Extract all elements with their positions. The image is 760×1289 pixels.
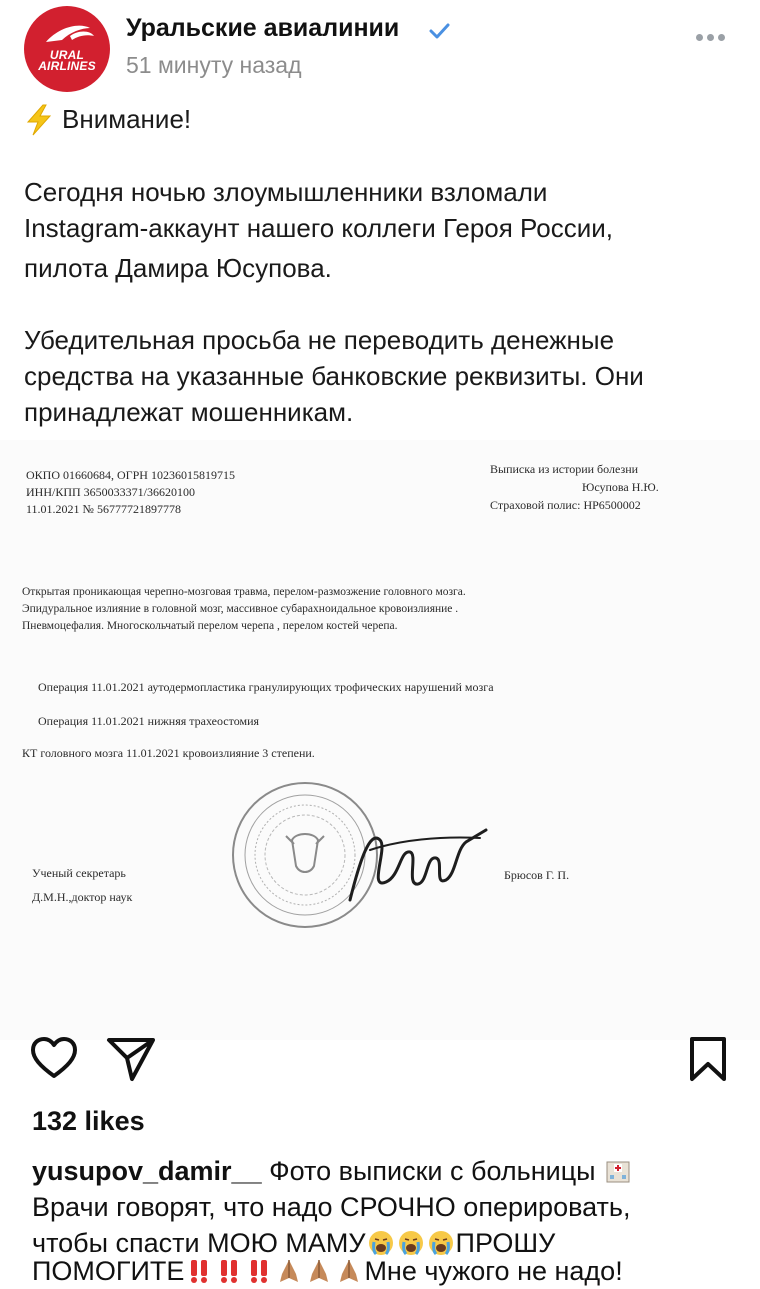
doc-diagnosis-line: Пневмоцефалия. Многоскольчатый перелом черепа , перелом костей черепа. — [22, 620, 398, 632]
doc-secretary-title: Ученый секретарь — [32, 866, 126, 880]
double-exclamation-icon — [216, 1258, 242, 1284]
caption-line: Врачи говорят, что надо СРОЧНО оперировать, — [32, 1192, 631, 1222]
lightning-icon — [24, 104, 54, 136]
praying-hands-icon — [276, 1258, 302, 1284]
doc-operation-1: Операция 11.01.2021 аутодермопластика гранулирующих трофических нарушений мозга — [38, 680, 494, 694]
ural-airlines-logo[interactable] — [24, 6, 110, 92]
doc-diagnosis-line: Открытая проникающая черепно-мозговая травма, перелом-размозжение головного мозга. — [22, 586, 466, 598]
heart-icon[interactable] — [30, 1036, 78, 1080]
doc-diagnosis-line: Эпидуральное излияние в головной мозг, массивное субарахноидальное кровоизлияние . — [22, 603, 459, 615]
post-line: Убедительная просьба не переводить денежные — [24, 325, 615, 355]
bookmark-icon[interactable] — [688, 1036, 728, 1082]
doc-operation-2: Операция 11.01.2021 нижняя трахеостомия — [38, 714, 260, 728]
praying-hands-icon — [336, 1258, 362, 1284]
caption-text: ПРОШУ — [455, 1228, 556, 1258]
signature-icon — [340, 790, 490, 920]
send-icon[interactable] — [106, 1036, 156, 1082]
double-exclamation-icon — [186, 1258, 212, 1284]
more-icon[interactable] — [696, 28, 730, 36]
doc-inn: ИНН/КПП 3650033371/36620100 — [26, 485, 196, 499]
post-line: Instagram-аккаунт нашего коллеги Героя России, — [24, 213, 613, 243]
post-line: принадлежат мошенникам. — [24, 397, 354, 427]
verified-icon — [428, 20, 450, 42]
doc-date-number: 11.01.2021 № 56777721897778 — [26, 502, 182, 516]
caption-text: Фото выписки с больницы — [269, 1156, 596, 1186]
post-line-attention: Внимание! — [62, 104, 192, 134]
doc-patient: Юсупова Н.Ю. — [582, 480, 659, 494]
praying-hands-icon — [306, 1258, 332, 1284]
caption-text: ПОМОГИТЕ — [32, 1256, 185, 1286]
document-image[interactable] — [0, 440, 760, 1040]
logo-text-line2: AIRLINES — [38, 59, 96, 73]
post-line: средства на указанные банковские реквизиты. Они — [24, 361, 644, 391]
doc-ct: КТ головного мозга 11.01.2021 кровоизлияние 3 степени. — [22, 746, 315, 760]
post-line: Сегодня ночью злоумышленники взломали — [24, 177, 548, 207]
doc-extract-title: Выписка из истории болезни — [490, 462, 639, 476]
caption-username[interactable]: yusupov_damir__ — [32, 1156, 262, 1186]
logo-text — [24, 50, 110, 72]
post-time: 51 минуту назад — [126, 52, 302, 78]
doc-signer: Брюсов Г. П. — [504, 868, 570, 882]
logo-text-line1: URAL — [49, 48, 85, 62]
caption-line — [32, 1253, 623, 1289]
likes-count[interactable]: 132 likes — [32, 1106, 145, 1136]
hospital-icon — [605, 1158, 631, 1184]
doc-secretary-degree: Д.М.Н.,доктор наук — [32, 890, 133, 904]
doc-okpo: ОКПО 01660684, ОГРН 10236015819715 — [26, 468, 235, 482]
author-name[interactable]: Уральские авиалинии — [126, 14, 400, 42]
caption-text: Мне чужого не надо! — [364, 1256, 623, 1286]
double-exclamation-icon — [246, 1258, 272, 1284]
doc-policy: Страховой полис: НР6500002 — [490, 498, 641, 512]
caption-line — [32, 1153, 633, 1189]
caption-text: чтобы спасти МОЮ МАМУ — [32, 1228, 366, 1258]
post-line: пилота Дамира Юсупова. — [24, 253, 332, 283]
